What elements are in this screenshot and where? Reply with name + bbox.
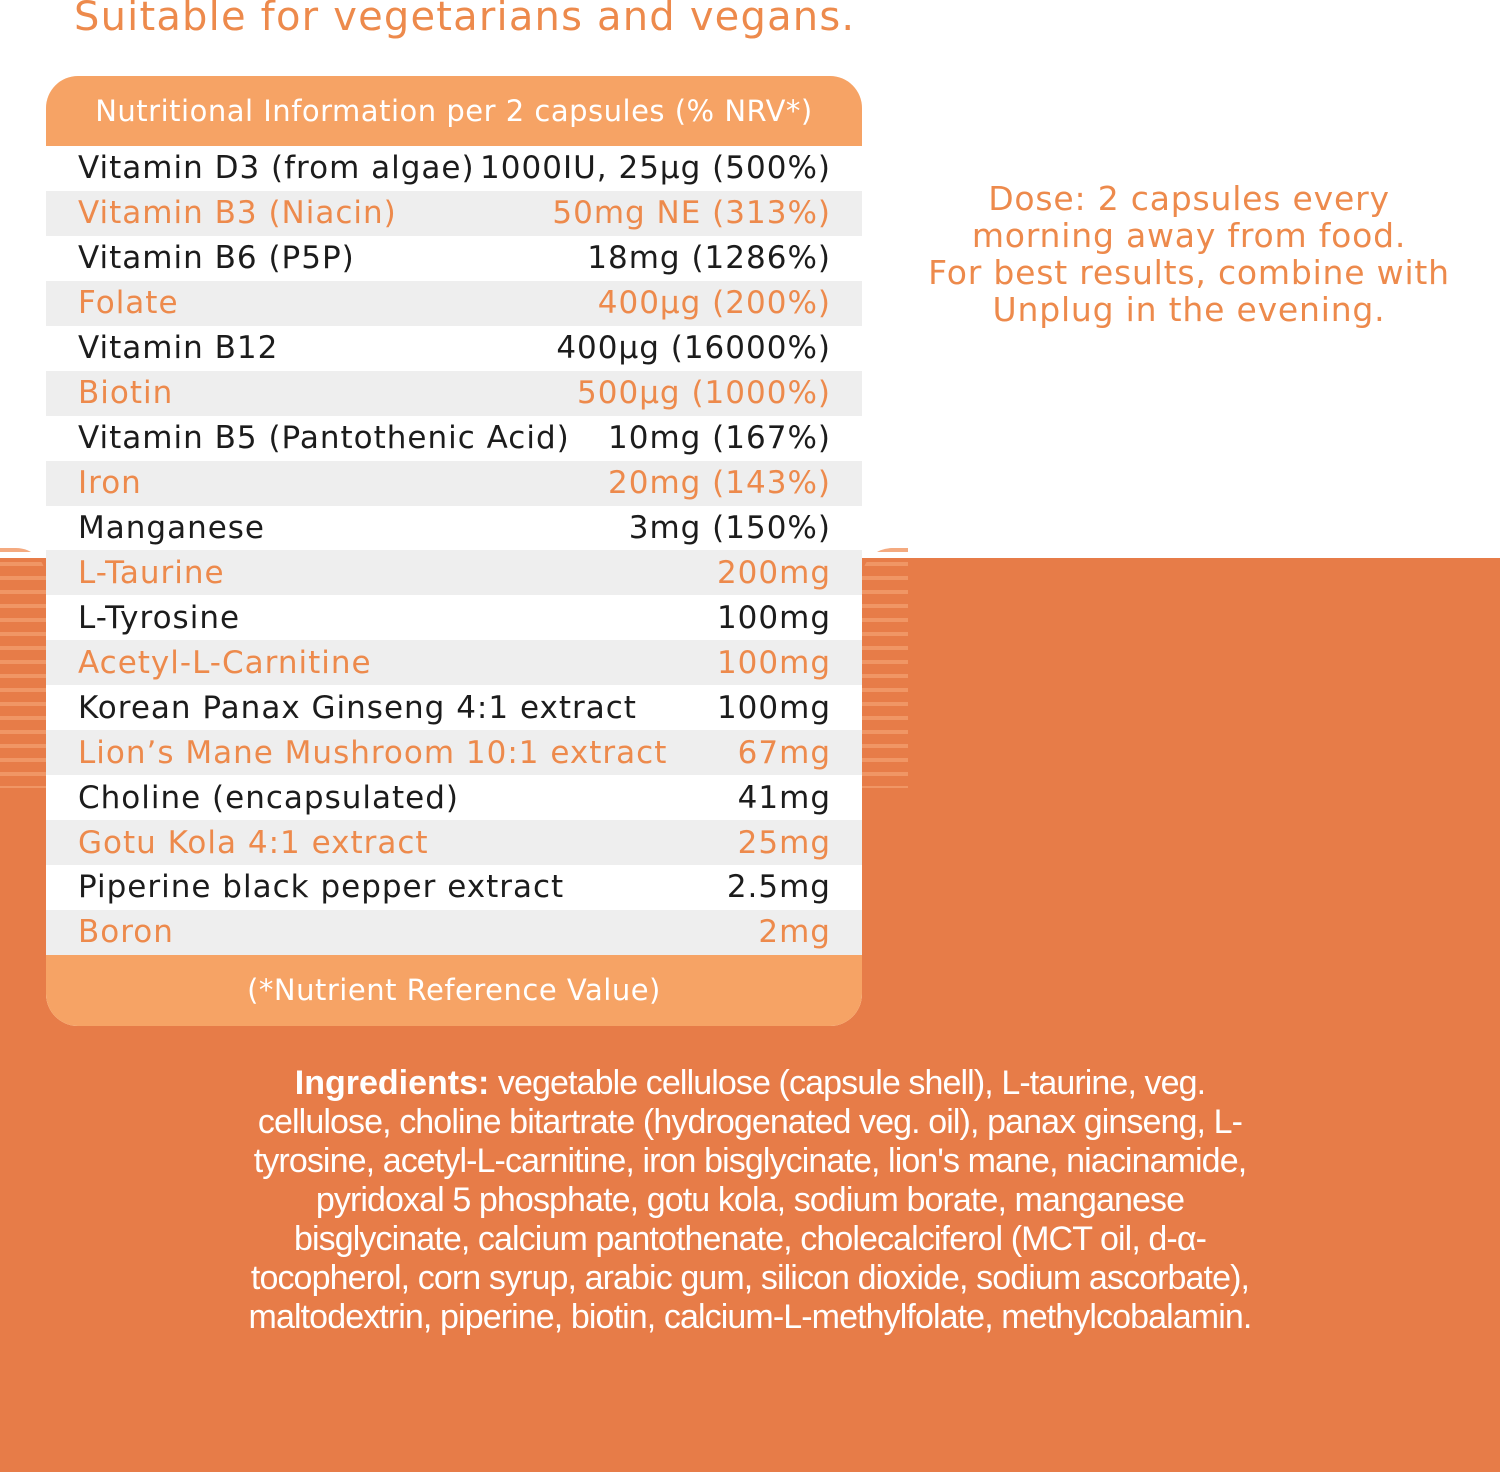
table-row [46, 506, 862, 551]
ingredients-block [230, 1064, 1270, 1337]
nutrient-name: Acetyl-L-Carnitine [78, 644, 372, 681]
table-row [46, 730, 862, 775]
nutrient-value: 1000IU, 25µg (500%) [480, 150, 831, 187]
nutrient-name: Folate [78, 285, 179, 322]
nutrient-name: Vitamin B5 (Pantothenic Acid) [78, 420, 570, 457]
nutrient-value: 100mg [716, 599, 831, 636]
nutrient-name: Korean Panax Ginseng 4:1 extract [78, 689, 637, 726]
table-header: Nutritional Information per 2 capsules (% NRV*) [46, 76, 862, 146]
nutrition-table [46, 76, 862, 1026]
table-row [46, 236, 862, 281]
decorative-stripes-right [862, 548, 908, 788]
table-row [46, 371, 862, 416]
nutrient-value: 2.5mg [726, 869, 831, 906]
ingredients-label: Ingredients: [294, 1064, 490, 1102]
nutrient-name: Iron [78, 465, 142, 502]
ingredients-text: vegetable cellulose (capsule shell), L-taurine, veg. cellulose, choline bitartrate (hydrogenated veg. oil), panax ginseng, L-tyrosine, acetyl-L-carnitine, iron bisglycinate, lion's mane, niacinamide, pyridoxal 5 phosphate, gotu kola, sodium borate, manganese bisglycinate, calcium pantothenate, cholecalciferol (MCT oil, d-α-tocopherol, corn syrup, arabic gum, silicon dioxide, sodium ascorbate), maltodextrin, piperine, biotin, calcium-L-methylfolate, methylcobalamin. [248, 1064, 1252, 1336]
nutrient-value: 18mg (1286%) [587, 240, 831, 277]
table-row [46, 820, 862, 865]
nutrient-value: 100mg [716, 644, 831, 681]
nutrient-value: 10mg (167%) [608, 420, 831, 457]
table-row [46, 461, 862, 506]
table-row [46, 685, 862, 730]
table-row [46, 281, 862, 326]
dose-line: morning away from food. [971, 216, 1407, 255]
table-footer: (*Nutrient Reference Value) [46, 955, 862, 1026]
nutrient-value: 2mg [758, 914, 831, 951]
nutrient-value: 3mg (150%) [628, 509, 831, 546]
headline: Suitable for vegetarians and vegans. [74, 0, 856, 40]
decorative-stripes-left [0, 548, 46, 788]
table-row [46, 416, 862, 461]
nutrient-name: Vitamin B3 (Niacin) [78, 195, 397, 232]
dose-line: Unplug in the evening. [992, 290, 1386, 329]
table-row [46, 146, 862, 191]
nutrient-name: Piperine black pepper extract [78, 869, 565, 906]
nutrient-name: Gotu Kola 4:1 extract [78, 824, 429, 861]
table-row [46, 640, 862, 685]
table-row [46, 775, 862, 820]
dose-line: Dose: 2 capsules every [988, 179, 1390, 218]
nutrient-value: 100mg [716, 689, 831, 726]
nutrient-value: 400µg (16000%) [556, 330, 831, 367]
nutrient-name: L-Taurine [78, 554, 225, 591]
nutrient-name: Manganese [78, 509, 266, 546]
nutrient-name: Vitamin B12 [78, 330, 279, 367]
dose-line: For best results, combine with [928, 253, 1450, 292]
nutrient-value: 41mg [737, 779, 831, 816]
nutrient-value: 50mg NE (313%) [552, 195, 831, 232]
nutrient-name: Biotin [78, 375, 174, 412]
nutrient-value: 200mg [716, 554, 831, 591]
nutrient-name: Lion’s Mane Mushroom 10:1 extract [78, 734, 668, 771]
table-row [46, 191, 862, 236]
nutrient-name: Vitamin D3 (from algae) [78, 150, 475, 187]
dose-instructions [908, 180, 1470, 328]
nutrient-name: Choline (encapsulated) [78, 779, 459, 816]
nutrient-value: 67mg [737, 734, 831, 771]
table-row [46, 326, 862, 371]
nutrient-value: 20mg (143%) [608, 465, 831, 502]
nutrient-name: Boron [78, 914, 174, 951]
nutrient-value: 25mg [737, 824, 831, 861]
nutrient-name: L-Tyrosine [78, 599, 241, 636]
table-row [46, 910, 862, 955]
table-row [46, 550, 862, 595]
nutrient-value: 500µg (1000%) [577, 375, 831, 412]
table-row [46, 595, 862, 640]
nutrient-value: 400µg (200%) [597, 285, 831, 322]
table-row [46, 865, 862, 910]
nutrient-name: Vitamin B6 (P5P) [78, 240, 355, 277]
